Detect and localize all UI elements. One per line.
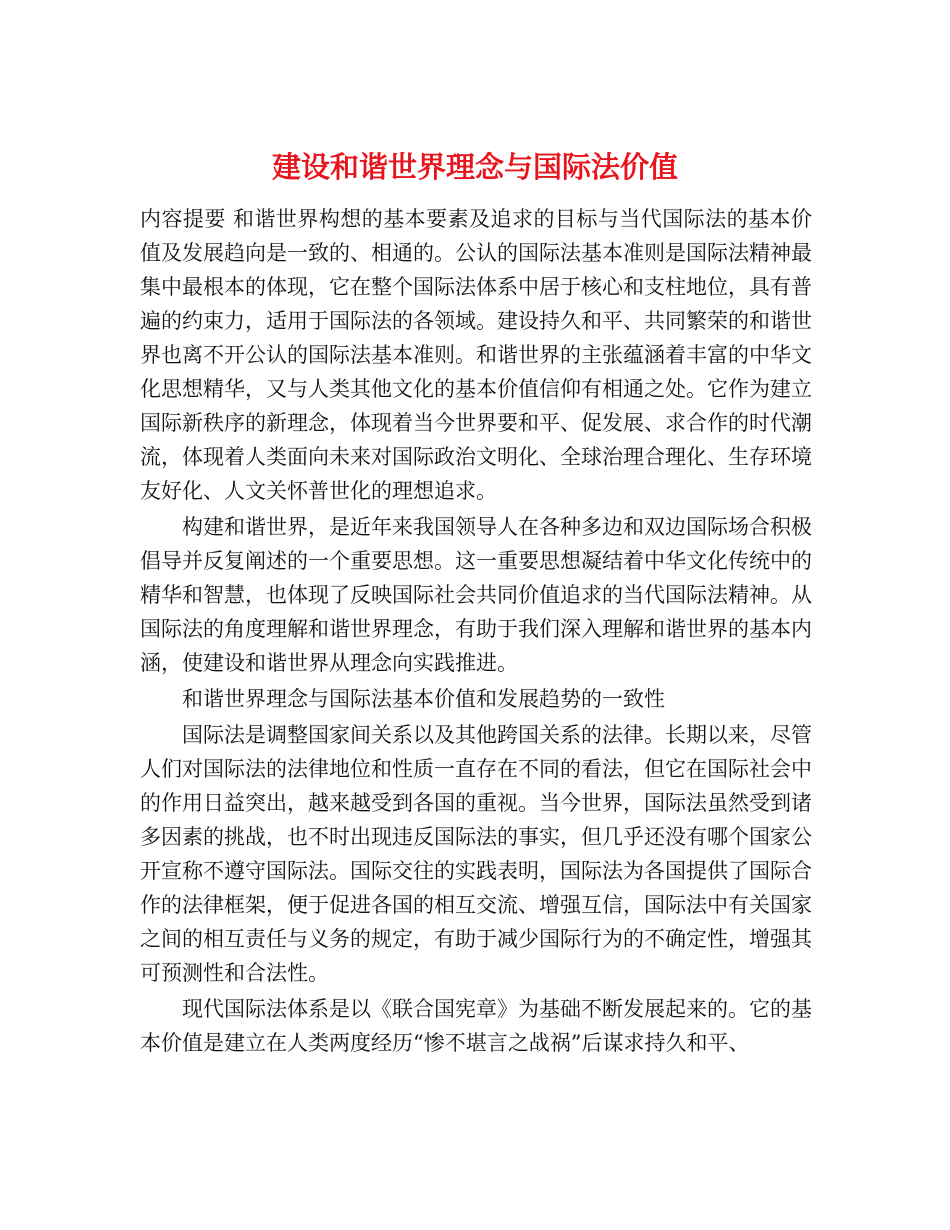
document-body xyxy=(140,202,812,1060)
body-paragraph: 构建和谐世界，是近年来我国领导人在各种多边和双边国际场合积极倡导并反复阐述的一个重要思想。这一重要思想凝结着中华文化传统中的精华和智慧，也体现了反映国际社会共同价值追求的当代国际法精神。从国际法的角度理解和谐世界理念，有助于我们深入理解和谐世界的基本内涵，使建设和谐世界从理念向实践推进。 xyxy=(140,515,812,675)
section-heading: 和谐世界理念与国际法基本价值和发展趋势的一致性 xyxy=(182,687,665,711)
document-title: 建设和谐世界理念与国际法价值 xyxy=(271,150,678,185)
body-paragraph: 现代国际法体系是以《联合国宪章》为基础不断发展起来的。它的基本价值是建立在人类两度经历“惨不堪言之战祸”后谋求持久和平、 xyxy=(140,997,812,1055)
abstract-paragraph: 内容提要 和谐世界构想的基本要素及追求的目标与当代国际法的基本价值及发展趋向是一致的、相通的。公认的国际法基本准则是国际法精神最集中最根本的体现，它在整个国际法体系中居于核心和支柱地位，具有普遍的约束力，适用于国际法的各领域。建设持久和平、共同繁荣的和谐世界也离不开公认的国际法基本准则。和谐世界的主张蕴涵着丰富的中华文化思想精华，又与人类其他文化的基本价值信仰有相通之处。它作为建立国际新秩序的新理念，体现着当今世界要和平、促发展、求合作的时代潮流，体现着人类面向未来对国际政治文明化、全球治理合理化、生存环境友好化、人文关怀普世化的理想追求。 xyxy=(140,207,812,503)
body-paragraph: 国际法是调整国家间关系以及其他跨国关系的法律。长期以来，尽管人们对国际法的法律地位和性质一直存在不同的看法，但它在国际社会中的作用日益突出，越来越受到各国的重视。当今世界，国际法虽然受到诸多因素的挑战，也不时出现违反国际法的事实，但几乎还没有哪个国家公开宣称不遵守国际法。国际交往的实践表明，国际法为各国提供了国际合作的法律框架，便于促进各国的相互交流、增强互信，国际法中有关国家之间的相互责任与义务的规定，有助于减少国际行为的不确定性，增强其可预测性和合法性。 xyxy=(140,723,812,985)
